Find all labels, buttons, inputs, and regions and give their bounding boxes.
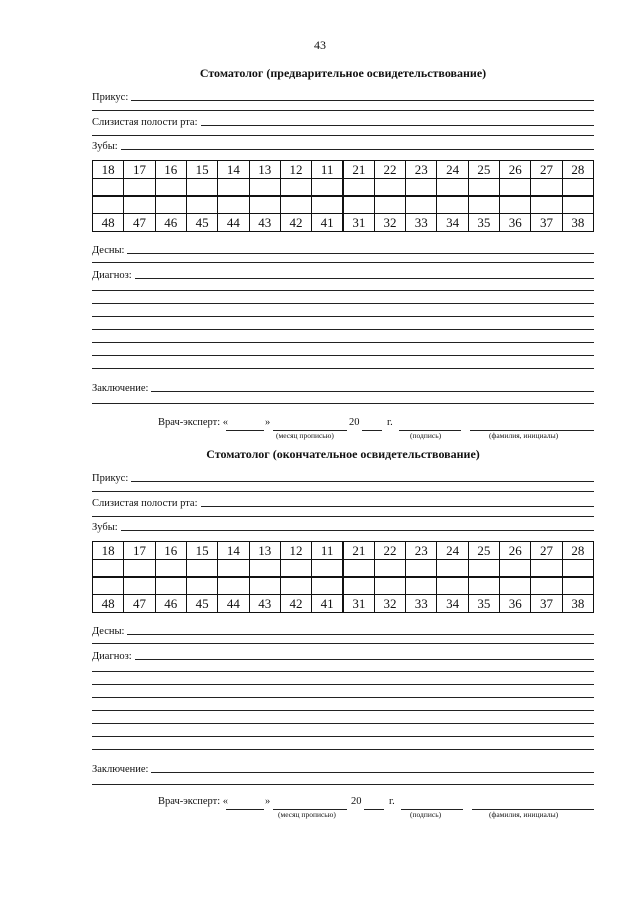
tooth-number: 26 [500,161,531,179]
tooth-number: 44 [218,214,249,232]
tooth-number: 46 [155,214,186,232]
tooth-status-cell[interactable] [186,577,217,595]
month-caption: (месяц прописью) [276,431,334,440]
tooth-number: 15 [186,542,217,560]
tooth-status-cell[interactable] [500,179,531,197]
dental-chart [92,541,594,613]
gums-field[interactable] [92,242,594,256]
tooth-status-cell[interactable] [343,560,374,578]
tooth-status-cell[interactable] [155,179,186,197]
tooth-status-cell[interactable] [93,560,124,578]
tooth-number: 22 [374,542,405,560]
tooth-number: 17 [124,161,155,179]
diagnosis-line[interactable] [92,684,594,685]
conclusion-line[interactable] [151,391,594,392]
diagnosis-line[interactable] [92,342,594,343]
teeth-line[interactable] [121,530,594,531]
tooth-status-cell[interactable] [374,577,405,595]
teeth-line[interactable] [121,149,594,150]
conclusion-label: Заключение: [92,764,149,775]
tooth-number: 38 [562,595,593,613]
tooth-number: 11 [312,161,343,179]
lower-status-row [93,196,594,214]
tooth-status-cell[interactable] [500,577,531,595]
conclusion-extra-line[interactable] [92,403,594,404]
upper-status-row [93,560,594,578]
tooth-status-cell[interactable] [374,179,405,197]
diagnosis-line[interactable] [92,355,594,356]
conclusion-field[interactable] [92,761,594,775]
mucosa-extra-line[interactable] [92,516,594,517]
quote-close: » [265,417,271,428]
tooth-number: 26 [500,542,531,560]
tooth-status-cell[interactable] [374,560,405,578]
tooth-status-cell[interactable] [500,560,531,578]
mucosa-field[interactable] [92,114,594,128]
gums-line[interactable] [127,253,594,254]
tooth-status-cell[interactable] [562,196,593,214]
diagnosis-line[interactable] [92,316,594,317]
tooth-status-cell[interactable] [124,560,155,578]
tooth-status-cell[interactable] [249,196,280,214]
tooth-number: 32 [374,595,405,613]
tooth-number: 21 [343,161,374,179]
tooth-number: 23 [406,161,437,179]
tooth-status-cell[interactable] [406,577,437,595]
diagnosis-line[interactable] [92,736,594,737]
tooth-status-cell[interactable] [312,577,343,595]
tooth-number: 45 [186,595,217,613]
tooth-status-cell[interactable] [562,560,593,578]
tooth-number: 43 [249,595,280,613]
gums-line[interactable] [127,634,594,635]
tooth-status-cell[interactable] [562,179,593,197]
tooth-number: 34 [437,214,468,232]
tooth-number: 46 [155,595,186,613]
bite-extra-line[interactable] [92,110,594,111]
tooth-status-cell[interactable] [531,560,562,578]
bite-line[interactable] [131,100,594,101]
tooth-number: 15 [186,161,217,179]
tooth-number: 13 [249,161,280,179]
quote-close: » [265,796,271,807]
doctor-signature-block [92,796,594,820]
tooth-number: 18 [93,542,124,560]
tooth-status-cell[interactable] [93,577,124,595]
tooth-status-cell[interactable] [280,196,311,214]
tooth-status-cell[interactable] [437,560,468,578]
mucosa-label: Слизистая полости рта: [92,117,198,128]
tooth-status-cell[interactable] [93,196,124,214]
conclusion-extra-line[interactable] [92,784,594,785]
upper-teeth-row [93,161,594,179]
tooth-number: 43 [249,214,280,232]
section-title: Стоматолог (предварительное освидетельствование) [199,66,487,80]
year-prefix: 20 [351,796,362,807]
mucosa-label: Слизистая полости рта: [92,498,198,509]
page-number: 43 [314,38,326,52]
bite-label: Прикус: [92,473,129,484]
tooth-number: 18 [93,161,124,179]
tooth-number: 33 [406,214,437,232]
tooth-number: 28 [562,542,593,560]
tooth-status-cell[interactable] [155,577,186,595]
tooth-status-cell[interactable] [437,196,468,214]
tooth-status-cell[interactable] [406,196,437,214]
gums-field[interactable] [92,623,594,637]
diagnosis-line[interactable] [92,303,594,304]
tooth-status-cell[interactable] [218,577,249,595]
tooth-status-cell[interactable] [406,560,437,578]
mucosa-field[interactable] [92,495,594,509]
tooth-number: 21 [343,542,374,560]
tooth-status-cell[interactable] [500,196,531,214]
tooth-number: 16 [155,161,186,179]
tooth-number: 42 [280,214,311,232]
tooth-number: 35 [468,595,499,613]
tooth-number: 24 [437,161,468,179]
month-caption: (месяц прописью) [278,810,336,819]
tooth-number: 25 [468,542,499,560]
doctor-signature-block [92,417,594,441]
teeth-label: Зубы: [92,522,118,533]
tooth-status-cell[interactable] [531,179,562,197]
name-caption: (фамилия, инициалы) [489,431,559,440]
diagnosis-line[interactable] [135,278,594,279]
tooth-number: 36 [500,214,531,232]
tooth-status-cell[interactable] [124,179,155,197]
name-caption: (фамилия, инициалы) [489,810,559,819]
tooth-status-cell[interactable] [343,196,374,214]
mucosa-line[interactable] [201,125,594,126]
teeth-field[interactable] [92,519,594,533]
year-prefix: 20 [349,417,360,428]
tooth-status-cell[interactable] [249,577,280,595]
diagnosis-line[interactable] [92,329,594,330]
day-line[interactable] [226,809,264,810]
upper-status-row [93,179,594,197]
upper-teeth-row [93,542,594,560]
tooth-number: 33 [406,595,437,613]
tooth-number: 12 [280,161,311,179]
teeth-field[interactable] [92,138,594,152]
tooth-status-cell[interactable] [468,560,499,578]
tooth-number: 34 [437,595,468,613]
signature-caption: (подпись) [410,810,442,819]
tooth-number: 14 [218,161,249,179]
tooth-status-cell[interactable] [249,560,280,578]
tooth-status-cell[interactable] [218,179,249,197]
doctor-label: Врач-эксперт: « [158,417,229,428]
tooth-number: 13 [249,542,280,560]
tooth-number: 23 [406,542,437,560]
tooth-number: 14 [218,542,249,560]
tooth-status-cell[interactable] [312,196,343,214]
tooth-status-cell[interactable] [186,179,217,197]
diagnosis-line[interactable] [92,697,594,698]
tooth-status-cell[interactable] [468,179,499,197]
diagnosis-field[interactable] [92,648,594,662]
tooth-number: 28 [562,161,593,179]
conclusion-field[interactable] [92,380,594,394]
tooth-status-cell[interactable] [218,196,249,214]
tooth-number: 27 [531,161,562,179]
year-suffix: г. [387,417,393,428]
tooth-number: 11 [312,542,343,560]
tooth-number: 31 [343,214,374,232]
tooth-number: 36 [500,595,531,613]
diagnosis-line[interactable] [92,671,594,672]
tooth-status-cell[interactable] [531,577,562,595]
tooth-status-cell[interactable] [124,577,155,595]
tooth-number: 16 [155,542,186,560]
tooth-status-cell[interactable] [93,179,124,197]
lower-teeth-row [93,214,594,232]
diagnosis-label: Диагноз: [92,651,132,662]
gums-extra-line[interactable] [92,262,594,263]
tooth-number: 45 [186,214,217,232]
tooth-status-cell[interactable] [343,577,374,595]
tooth-number: 44 [218,595,249,613]
year-line[interactable] [362,430,382,431]
tooth-number: 47 [124,595,155,613]
lower-status-row [93,577,594,595]
tooth-status-cell[interactable] [437,179,468,197]
section-title: Стоматолог (окончательное освидетельствование) [206,447,480,461]
tooth-status-cell[interactable] [312,179,343,197]
tooth-status-cell[interactable] [468,196,499,214]
diagnosis-line[interactable] [92,290,594,291]
diagnosis-line[interactable] [92,749,594,750]
year-suffix: г. [389,796,395,807]
bite-line[interactable] [131,481,594,482]
tooth-status-cell[interactable] [468,577,499,595]
tooth-status-cell[interactable] [249,179,280,197]
tooth-status-cell[interactable] [186,560,217,578]
diagnosis-field[interactable] [92,267,594,281]
tooth-number: 41 [312,595,343,613]
tooth-status-cell[interactable] [155,560,186,578]
diagnosis-line[interactable] [92,368,594,369]
tooth-status-cell[interactable] [218,560,249,578]
tooth-status-cell[interactable] [374,196,405,214]
tooth-number: 12 [280,542,311,560]
tooth-number: 37 [531,595,562,613]
gums-label: Десны: [92,626,125,637]
dental-chart [92,160,594,232]
tooth-number: 42 [280,595,311,613]
tooth-number: 27 [531,542,562,560]
bite-label: Прикус: [92,92,129,103]
bite-extra-line[interactable] [92,491,594,492]
tooth-status-cell[interactable] [343,179,374,197]
tooth-status-cell[interactable] [280,179,311,197]
signature-caption: (подпись) [410,431,442,440]
tooth-number: 48 [93,595,124,613]
conclusion-label: Заключение: [92,383,149,394]
day-line[interactable] [226,430,264,431]
tooth-status-cell[interactable] [531,196,562,214]
gums-label: Десны: [92,245,125,256]
tooth-status-cell[interactable] [155,196,186,214]
bite-field[interactable] [92,470,594,484]
tooth-number: 25 [468,161,499,179]
tooth-number: 22 [374,161,405,179]
tooth-status-cell[interactable] [406,179,437,197]
diagnosis-line[interactable] [92,710,594,711]
conclusion-line[interactable] [151,772,594,773]
tooth-number: 31 [343,595,374,613]
tooth-number: 41 [312,214,343,232]
bite-field[interactable] [92,89,594,103]
tooth-number: 47 [124,214,155,232]
tooth-status-cell[interactable] [280,577,311,595]
diagnosis-line[interactable] [92,723,594,724]
tooth-number: 37 [531,214,562,232]
tooth-number: 35 [468,214,499,232]
tooth-status-cell[interactable] [562,577,593,595]
doctor-label: Врач-эксперт: « [158,796,229,807]
tooth-status-cell[interactable] [124,196,155,214]
tooth-status-cell[interactable] [186,196,217,214]
tooth-status-cell[interactable] [280,560,311,578]
tooth-number: 17 [124,542,155,560]
tooth-number: 24 [437,542,468,560]
tooth-number: 32 [374,214,405,232]
tooth-number: 48 [93,214,124,232]
mucosa-line[interactable] [201,506,594,507]
diagnosis-label: Диагноз: [92,270,132,281]
tooth-number: 38 [562,214,593,232]
diagnosis-line[interactable] [135,659,594,660]
teeth-label: Зубы: [92,141,118,152]
year-line[interactable] [364,809,384,810]
tooth-status-cell[interactable] [312,560,343,578]
gums-extra-line[interactable] [92,643,594,644]
lower-teeth-row [93,595,594,613]
mucosa-extra-line[interactable] [92,135,594,136]
tooth-status-cell[interactable] [437,577,468,595]
